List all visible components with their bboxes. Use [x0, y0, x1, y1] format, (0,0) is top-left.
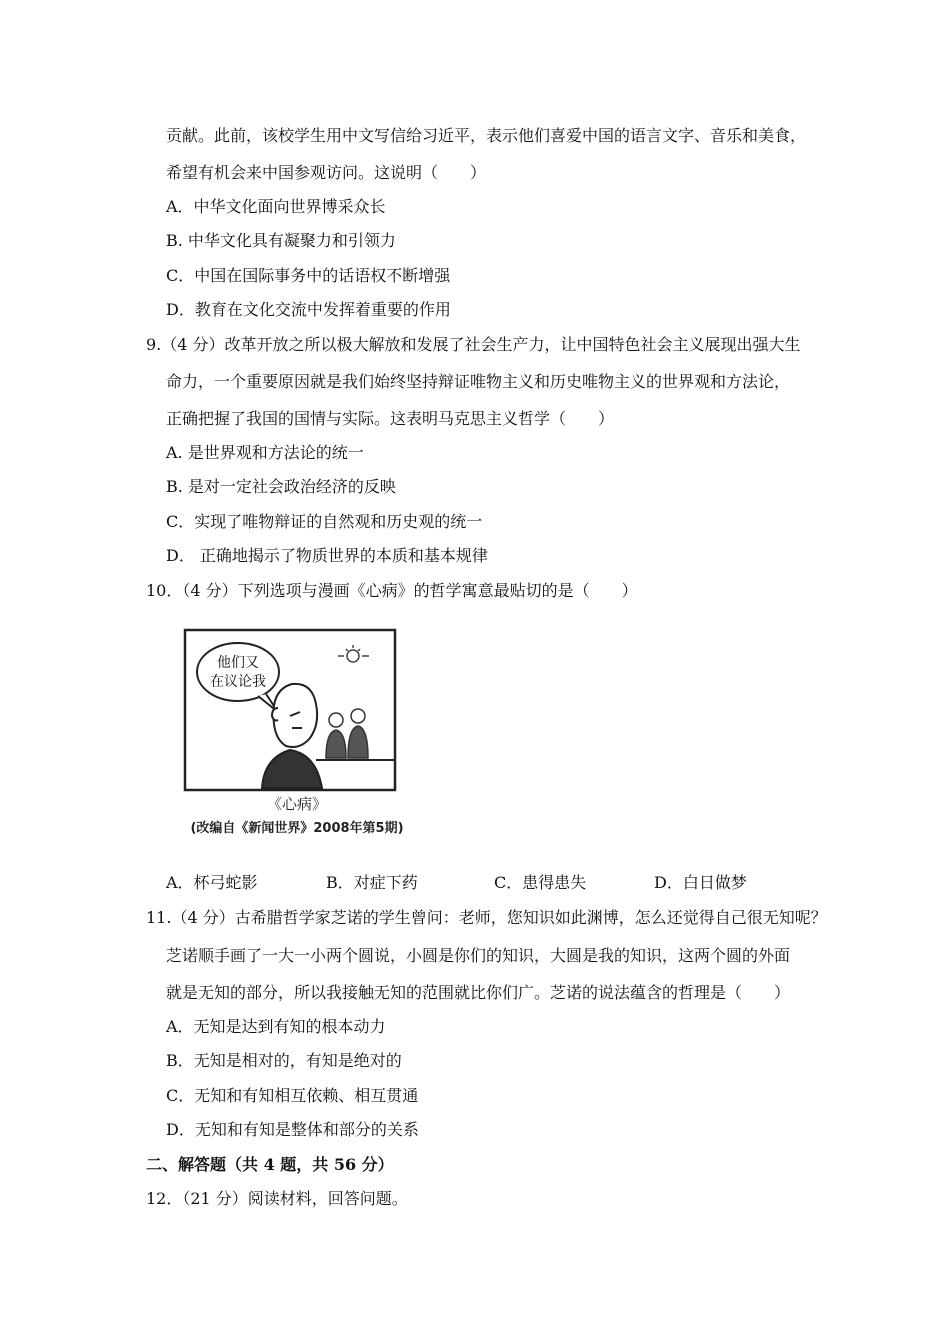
q11-stem-line2: 芝诺顺手画了一大一小两个圆说，小圆是你们的知识，大圆是我的知识，这两个圆的外面: [166, 946, 791, 965]
cartoon-source: (改编自《新闻世界》2008年第5期): [190, 821, 404, 836]
cartoon-image: [166, 612, 428, 848]
q9-option-d: D． 正确地揭示了物质世界的本质和基本规律: [166, 546, 488, 565]
q12-stem: 12．（21 分）阅读材料，回答问题。: [146, 1189, 408, 1208]
q10-option-d: D．白日做梦: [654, 873, 747, 892]
bubble-line2: 在议论我: [210, 674, 266, 690]
q9-stem-line2: 命力，一个重要原因就是我们始终坚持辩证唯物主义和历史唯物主义的世界观和方法论，: [166, 372, 791, 391]
q9-stem-line3: 正确把握了我国的国情与实际。这表明马克思主义哲学（ ）: [166, 409, 615, 428]
cartoon-title: 《心病》: [266, 795, 328, 813]
q9-option-a: A. 是世界观和方法论的统一: [166, 443, 364, 462]
q8-option-b: B. 中华文化具有凝聚力和引领力: [166, 231, 396, 250]
section-heading: 二、解答题（共 4 题，共 56 分）: [146, 1155, 394, 1174]
q11-stem-line3: 就是无知的部分，所以我接触无知的范围就比你们广。芝诺的说法蕴含的哲理是（ ）: [166, 983, 791, 1002]
speech-bubble: [197, 643, 279, 701]
q9-option-b: B. 是对一定社会政治经济的反映: [166, 477, 396, 496]
q10-stem: 10．（4 分）下列选项与漫画《心病》的哲学寓意最贴切的是（ ）: [146, 581, 638, 600]
bubble-line1: 他们又: [217, 655, 259, 671]
q11-option-c: C．无知和有知相互依赖、相互贯通: [166, 1086, 419, 1105]
q8-option-a: A．中华文化面向世界博采众长: [166, 197, 386, 216]
q11-stem-line1: 11.（4 分）古希腊哲学家芝诺的学生曾问：老师，您知识如此渊博，怎么还觉得自己很无知呢？: [146, 908, 827, 927]
q11-option-a: A．无知是达到有知的根本动力: [166, 1017, 386, 1036]
q9-option-c: C．实现了唯物辩证的自然观和历史观的统一: [166, 512, 483, 531]
q10-options-row: [0, 873, 950, 893]
q8-option-d: D．教育在文化交流中发挥着重要的作用: [166, 300, 451, 319]
q10-option-a: A．杯弓蛇影: [166, 873, 258, 892]
q10-option-c: C．患得患失: [494, 873, 587, 892]
q8-stem-line2: 希望有机会来中国参观访问。这说明（ ）: [166, 163, 487, 182]
q8-stem-line1: 贡献。此前，该校学生用中文写信给习近平，表示他们喜爱中国的语言文字、音乐和美食，: [166, 126, 807, 145]
q10-option-b: B．对症下药: [326, 873, 418, 892]
q9-stem-line1: 9.（4 分）改革开放之所以极大解放和发展了社会生产力，让中国特色社会主义展现出强大生: [146, 335, 801, 354]
q11-option-b: B．无知是相对的，有知是绝对的: [166, 1051, 402, 1070]
q11-option-d: D．无知和有知是整体和部分的关系: [166, 1120, 419, 1139]
q8-option-c: C．中国在国际事务中的话语权不断增强: [166, 266, 451, 285]
